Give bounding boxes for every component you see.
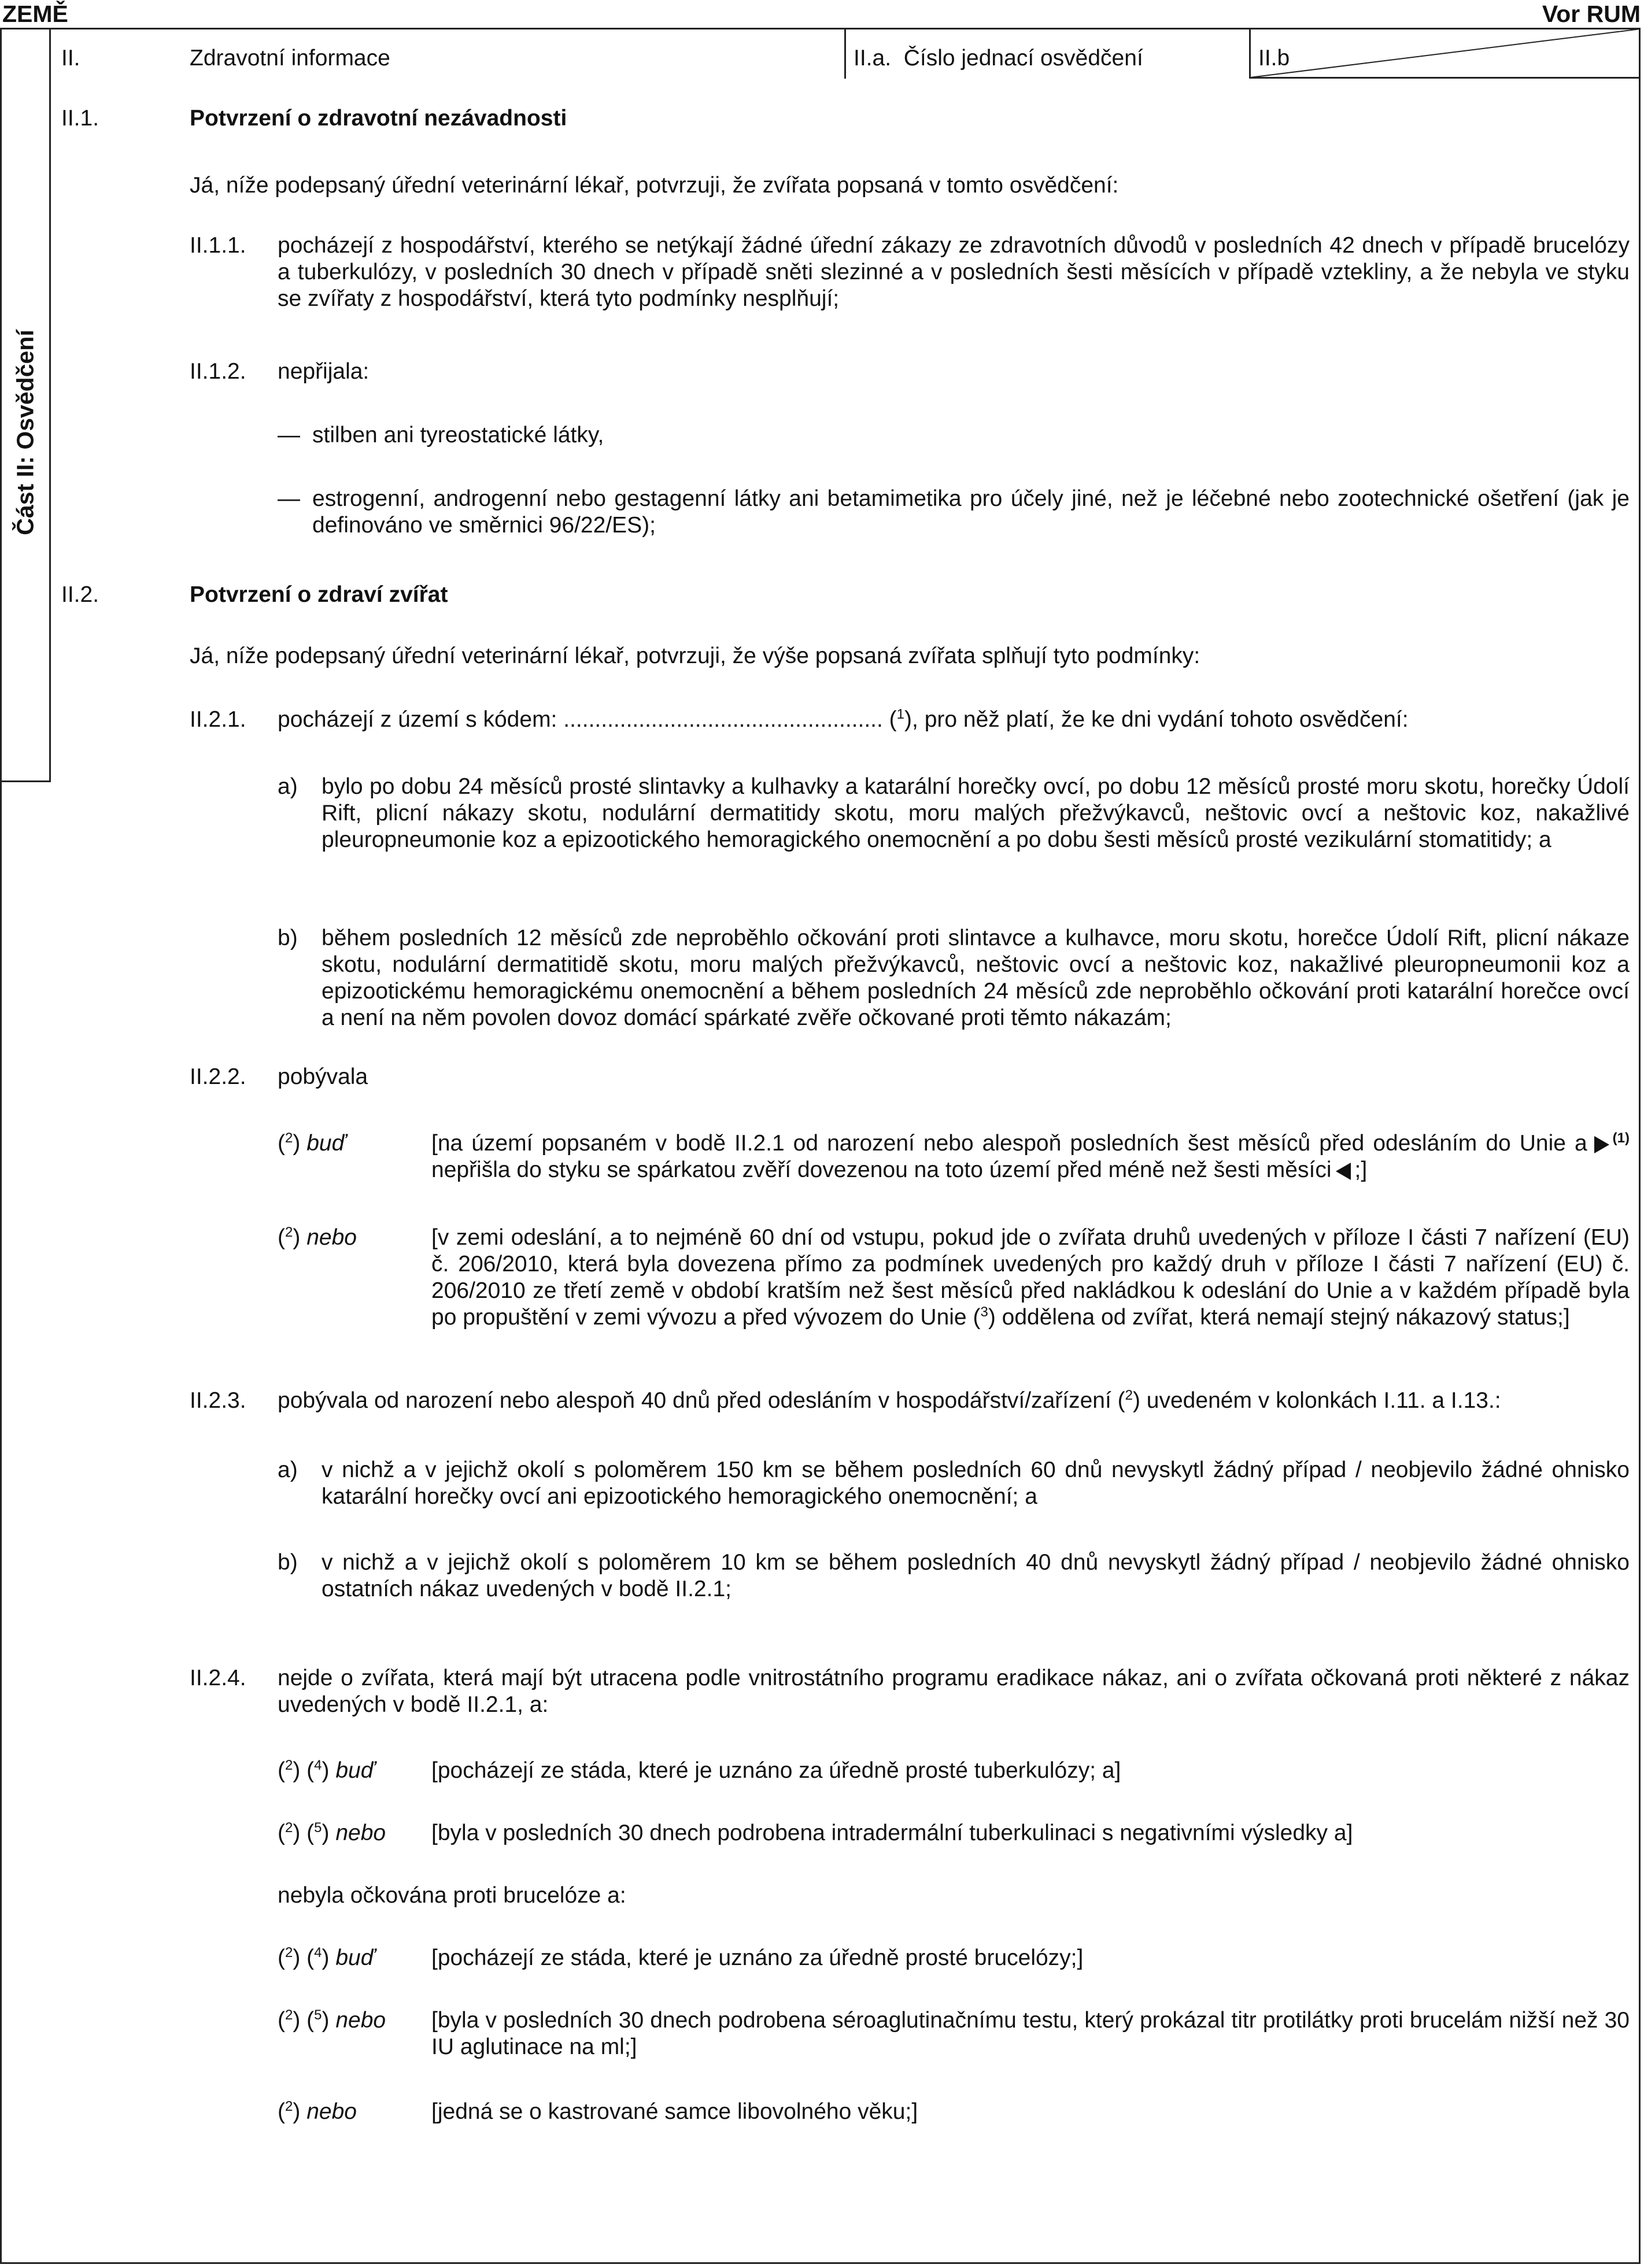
item-text: nejde o zvířata, která mají být utracena podle vnitrostátního programu eradikace nákaz, ani o zvířata očkovaná proti některé z nákaz uvedených v bodě II.2.1, a: (278, 1666, 1630, 1717)
option-label: ($^2$) ($^4$) buď (278, 1945, 375, 1970)
section-heading: Potvrzení o zdraví zvířat (190, 582, 448, 607)
dash-bullet: — (278, 486, 300, 511)
iib-label: II.b (1258, 46, 1290, 71)
item-text: pocházejí z území s kódem: ................................................... ($^1$), pro něž platí, že ke dni vydání tohoto osvědčení: (278, 706, 1409, 732)
footnote-ref: (1) (1612, 1130, 1630, 1146)
item-number: II.2.1. (190, 707, 246, 732)
item-text: pobývala (278, 1064, 368, 1089)
top-row-divider-1 (844, 28, 846, 79)
option-text: [byla v posledních 30 dnech podrobena intradermální tuberkulinaci s negativními výsledky a] (431, 1821, 1353, 1845)
brucellosis-intro: nebyla očkována proti brucelóze a: (278, 1883, 626, 1908)
item-number: II.2.3. (190, 1388, 246, 1413)
list-label: b) (278, 926, 298, 950)
option-text: [pocházejí ze stáda, které je uznáno za úředně prosté brucelózy;] (431, 1945, 1084, 1970)
option-label: ($^2$) ($^5$) nebo (278, 1820, 386, 1845)
footnote-ref: 2 (1125, 1388, 1133, 1403)
option-label: ($^2$) ($^4$) buď (278, 1758, 375, 1783)
section-heading: Potvrzení o zdravotní nezávadnosti (190, 106, 567, 131)
section-title: Zdravotní informace (190, 46, 390, 71)
option-text: [byla v posledních 30 dnech podrobena séroaglutinačnímu testu, který prokázal titr protilátky proti brucelám nižší než 30 IU aglutinace na ml;] (431, 2008, 1630, 2059)
list-text: bylo po dobu 24 měsíců prosté slintavky a kulhavky a katarální horečky ovcí, po dobu 12 měsíců prosté moru skotu, horečky Údolí Rift, plicní nákazy skotu, nodulární dermatitidy skotu, moru malých přežvýkavců, neštovic ovcí a neštovic koz, nakažlivé pleuropneumonie koz a epizootického hemoragického onemocnění a po dobu šesti měsíců prosté vezikulární stomatitidy; a (322, 774, 1630, 852)
territory-code-field[interactable]: ................................................... (563, 707, 883, 732)
list-text: v nichž a v jejichž okolí s poloměrem 10 km se během posledních 40 dnů nevyskytl žádný případ / neobjevilo žádné ohnisko ostatních nákaz uvedených v bodě II.2.1; (322, 1550, 1630, 1601)
option-word: buď (306, 1131, 346, 1156)
footnote-ref: 1 (896, 706, 905, 722)
side-label-box (0, 28, 51, 782)
dash-item-text: estrogenní, androgenní nebo gestagenní látky ani betamimetika pro účely jiné, než je léčebné nebo zootechnické ošetření (jak je definováno ve směrnici 96/22/ES); (312, 486, 1630, 538)
option-label: ($^2$) nebo (278, 1224, 357, 1250)
list-text: během posledních 12 měsíců zde neproběhlo očkování proti slintavce a kulhavce, moru skotu, horečce Údolí Rift, plicní nákaze skotu, nodulární dermatitidě skotu, moru malých přežvýkavců, neštovic ovcí a neštovic koz, nakažlivé pleuropneumonii koz a epizootickému hemoragickému onemocnění a během posledních 24 měsíců zde neproběhlo očkování proti katarální horečce ovcí a není na něm povolen dovoz domácí spárkaté zvěře očkované proti těmto nákazám; (322, 926, 1630, 1030)
list-label: b) (278, 1550, 298, 1575)
side-label: Část II: Osvědčení (12, 330, 39, 535)
country-header: ZEMĚ (2, 1, 68, 27)
intro-paragraph: Já, níže podepsaný úřední veterinární lékař, potvrzuji, že výše popsaná zvířata splňují tyto podmínky: (190, 643, 1200, 668)
option-word: nebo (306, 1225, 357, 1250)
section-number: II. (61, 46, 80, 71)
intro-paragraph: Já, níže podepsaný úřední veterinární lékař, potvrzuji, že zvířata popsaná v tomto osvědčení: (190, 173, 1119, 198)
item-number: II.2. (61, 582, 99, 607)
item-number: II.2.2. (190, 1064, 246, 1089)
item-number: II.1.2. (190, 359, 246, 384)
territory-code-label: pocházejí z území s kódem: (278, 707, 564, 732)
option-label: ($^2$) ($^5$) nebo (278, 2007, 386, 2033)
footnote-ref: 3 (980, 1304, 988, 1320)
option-label: ($^2$) buď (278, 1130, 346, 1156)
item-number: II.1.1. (190, 233, 246, 258)
list-label: a) (278, 1457, 298, 1482)
option-label: ($^2$) nebo (278, 2099, 357, 2124)
dash-item-text: stilben ani tyreostatické látky, (312, 423, 604, 447)
list-label: a) (278, 774, 298, 799)
item-text: pobývala od narození nebo alespoň 40 dnů před odesláním v hospodářství/zařízení ($^2$) uvedeném v kolonkách I.11. a I.13.: (278, 1388, 1501, 1413)
insertion-start-icon (1594, 1136, 1609, 1153)
model-header: Vor RUM (1542, 1, 1641, 27)
item-number: II.2.4. (190, 1666, 246, 1690)
option-text: [pocházejí ze stáda, které je uznáno za úředně prosté tuberkulózy; a] (431, 1758, 1121, 1783)
option-text: [v zemi odeslání, a to nejméně 60 dní od vstupu, pokud jde o zvířata druhů uvedených v příloze I části 7 nařízení (EU) č. 206/2010, která byla dovezena přímo za podmínek uvedených pro každý druh v příloze I části 7 nařízení (EU) č. 206/2010 ze třetí země v období kratším než šest měsíců před nakládkou k odeslání do Unie a v každém případě byla po propuštění v zemi vývozu a před vývozem do Unie ($^3$) oddělena od zvířat, která nemají stejný nákazový status;] (431, 1225, 1630, 1330)
insertion-end-icon (1336, 1163, 1351, 1180)
reference-number-label: II.a. Číslo jednací osvědčení (854, 46, 1143, 71)
list-text: v nichž a v jejichž okolí s poloměrem 150 km se během posledních 60 dnů nevyskytl žádný případ / neobjevilo žádné ohnisko katarální horečky ovcí ani epizootického hemoragického onemocnění; a (322, 1457, 1630, 1509)
item-text: pocházejí z hospodářství, kterého se netýkají žádné úřední zákazy ze zdravotních důvodů v posledních 42 dnech v případě brucelózy a tuberkulózy, v posledních 30 dnech v případě sněti slezinné a v posledních šesti měsících v případě vztekliny, a že nebyla ve styku se zvířaty z hospodářství, která tyto podmínky nesplňují; (278, 233, 1630, 311)
option-text: [jedná se o kastrované samce libovolného věku;] (431, 2099, 918, 2124)
option-text: [na území popsaném v bodě II.2.1 od narození nebo alespoň posledních šest měsíců před odesláním do Unie a $^{(1)}$ nepřišla do styku se spárkatou zvěří dovezenou na toto území před méně než šesti měsíci ;] (431, 1130, 1630, 1182)
iib-diagonal (1250, 28, 1641, 79)
footnote-ref: 2 (285, 1130, 293, 1146)
item-text: nepřijala: (278, 359, 370, 384)
dash-bullet: — (278, 423, 300, 447)
footnote-ref: 2 (285, 1224, 293, 1240)
item-number: II.1. (61, 106, 99, 131)
